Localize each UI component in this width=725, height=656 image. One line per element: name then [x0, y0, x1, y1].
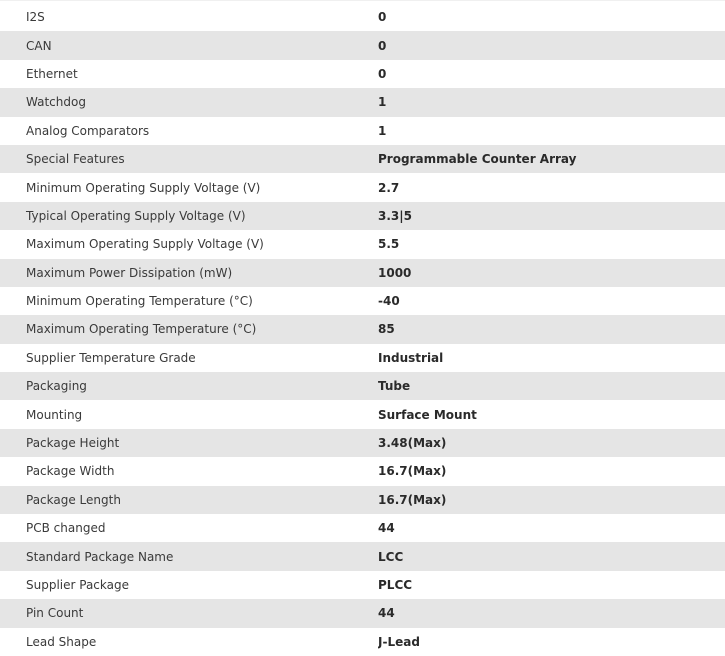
spec-label: PCB changed — [26, 521, 106, 536]
spec-label: Supplier Package — [26, 578, 129, 592]
spec-value: 0 — [378, 66, 387, 81]
spec-label: Package Length — [0, 486, 378, 514]
table-row — [0, 542, 725, 570]
table-row — [0, 599, 725, 627]
spec-value: 44 — [378, 599, 725, 627]
spec-label: Watchdog — [0, 88, 378, 116]
spec-value: J-Lead — [378, 634, 420, 649]
table-row — [0, 60, 725, 88]
spec-label: Supplier Temperature Grade — [26, 350, 196, 365]
spec-value: 2.7 — [378, 180, 400, 195]
spec-label: Maximum Operating Temperature (°C) — [0, 315, 378, 343]
spec-label: Analog Comparators — [26, 123, 150, 138]
spec-value: Tube — [378, 372, 725, 400]
spec-label: Minimum Operating Supply Voltage (V) — [26, 180, 261, 195]
table-row — [0, 486, 725, 514]
spec-label: Ethernet — [26, 66, 78, 81]
specifications-table — [0, 3, 725, 656]
spec-value: 1000 — [378, 259, 725, 287]
table-row — [0, 400, 725, 428]
spec-value: 0 — [378, 10, 387, 25]
spec-value: 16.7(Max) — [378, 464, 447, 479]
table-top-border — [0, 0, 725, 1]
table-row — [0, 173, 725, 201]
spec-value: PLCC — [378, 578, 413, 592]
table-row — [0, 514, 725, 542]
spec-label: CAN — [0, 31, 378, 59]
table-row — [0, 259, 725, 287]
spec-label: Typical Operating Supply Voltage (V) — [0, 202, 378, 230]
table-row — [0, 3, 725, 31]
spec-value: Surface Mount — [378, 407, 477, 422]
spec-value: 5.5 — [378, 237, 400, 252]
table-row — [0, 31, 725, 59]
table-row — [0, 117, 725, 145]
spec-label: I2S — [26, 10, 45, 25]
spec-value: Programmable Counter Array — [378, 145, 725, 173]
table-row — [0, 628, 725, 656]
table-row — [0, 202, 725, 230]
table-row — [0, 571, 725, 599]
spec-value: 44 — [378, 521, 395, 536]
table-row — [0, 230, 725, 258]
table-row — [0, 145, 725, 173]
spec-label: Maximum Operating Supply Voltage (V) — [26, 237, 264, 252]
spec-value: LCC — [378, 542, 725, 570]
table-row — [0, 88, 725, 116]
spec-value: 85 — [378, 315, 725, 343]
spec-value: 3.48(Max) — [378, 429, 725, 457]
spec-value: Industrial — [378, 350, 444, 365]
spec-label: Package Height — [0, 429, 378, 457]
table-row — [0, 315, 725, 343]
spec-label: Lead Shape — [26, 634, 97, 649]
spec-label: Pin Count — [0, 599, 378, 627]
spec-label: Maximum Power Dissipation (mW) — [0, 259, 378, 287]
table-row — [0, 457, 725, 485]
spec-label: Standard Package Name — [0, 542, 378, 570]
spec-value: 1 — [378, 123, 387, 138]
table-row — [0, 344, 725, 372]
spec-value: 1 — [378, 88, 725, 116]
table-row — [0, 429, 725, 457]
specifications-table-body — [0, 3, 725, 656]
spec-value: 16.7(Max) — [378, 486, 725, 514]
spec-label: Packaging — [0, 372, 378, 400]
spec-value: 3.3|5 — [378, 202, 725, 230]
table-row — [0, 372, 725, 400]
spec-value: -40 — [378, 294, 400, 309]
spec-label: Minimum Operating Temperature (°C) — [26, 294, 253, 309]
spec-label: Mounting — [26, 407, 83, 422]
spec-value: 0 — [378, 31, 725, 59]
table-row — [0, 287, 725, 315]
spec-label: Package Width — [26, 464, 115, 479]
spec-label: Special Features — [0, 145, 378, 173]
